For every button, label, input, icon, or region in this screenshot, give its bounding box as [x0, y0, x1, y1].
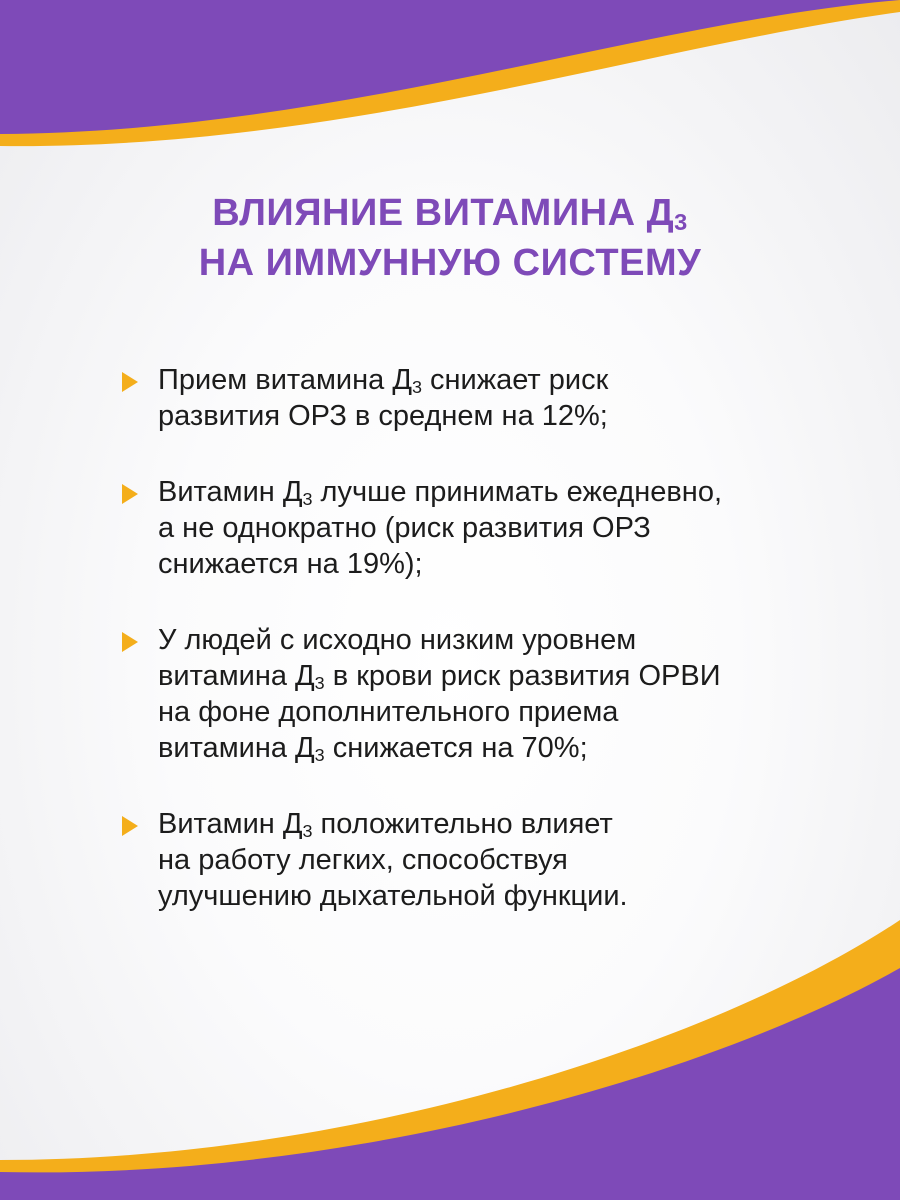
text-segment: развития ОРЗ в среднем на 12%;: [158, 400, 608, 432]
page-title: [0, 188, 900, 288]
text-segment: Витамин Д: [158, 808, 303, 840]
text-segment: лучше принимать ежедневно,: [312, 476, 723, 508]
triangle-bullet-icon: [122, 372, 138, 392]
triangle-bullet-icon: [122, 484, 138, 504]
triangle-bullet-icon: [122, 816, 138, 836]
list-item-text: [158, 622, 808, 766]
triangle-bullet-icon: [122, 632, 138, 652]
title-line-1: [0, 188, 900, 238]
text-segment: а не однократно (риск развития ОРЗ: [158, 512, 651, 544]
list-item: [118, 474, 808, 582]
list-item: [118, 362, 808, 434]
list-item-line: [158, 474, 808, 510]
list-item-text: [158, 474, 808, 582]
text-segment: снижается на 19%);: [158, 548, 423, 580]
text-segment: Витамин Д: [158, 476, 303, 508]
text-segment: на работу легких, способствуя: [158, 844, 568, 876]
text-segment: Прием витамина Д: [158, 364, 412, 396]
subscript: 3: [314, 744, 325, 765]
list-item-text: [158, 362, 808, 434]
list-item-line: [158, 510, 808, 546]
list-item-line: [158, 398, 808, 434]
text-segment: в крови риск развития ОРВИ: [324, 660, 721, 692]
list-item-line: [158, 694, 808, 730]
title-subscript: 3: [674, 209, 688, 236]
text-segment: улучшению дыхательной функции.: [158, 880, 628, 912]
list-item-line: [158, 730, 808, 766]
text-segment: У людей с исходно низким уровнем: [158, 624, 637, 656]
text-segment: снижает риск: [421, 364, 609, 396]
list-item-line: [158, 806, 808, 842]
subscript: 3: [302, 488, 313, 509]
list-item: [118, 806, 808, 914]
list-item-line: [158, 842, 808, 878]
list-item-line: [158, 658, 808, 694]
text-segment: витамина Д: [158, 660, 315, 692]
text-segment: положительно влияет: [312, 808, 613, 840]
subscript: 3: [302, 820, 313, 841]
subscript: 3: [411, 376, 422, 397]
list-item-line: [158, 622, 808, 658]
list-item-line: [158, 878, 808, 914]
bottom-wave-decoration: [0, 920, 900, 1200]
top-wave-decoration: [0, 0, 900, 160]
fact-list: [118, 362, 808, 914]
text-segment: снижается на 70%;: [324, 732, 588, 764]
text-segment: витамина Д: [158, 732, 315, 764]
list-item: [118, 622, 808, 766]
subscript: 3: [314, 672, 325, 693]
title-line-2: НА ИММУННУЮ СИСТЕМУ: [198, 242, 702, 284]
list-item-text: [158, 806, 808, 914]
text-segment: на фоне дополнительного приема: [158, 696, 619, 728]
list-item-line: [158, 362, 808, 398]
title-line-1-text: ВЛИЯНИЕ ВИТАМИНА Д: [212, 192, 675, 234]
list-item-line: [158, 546, 808, 582]
